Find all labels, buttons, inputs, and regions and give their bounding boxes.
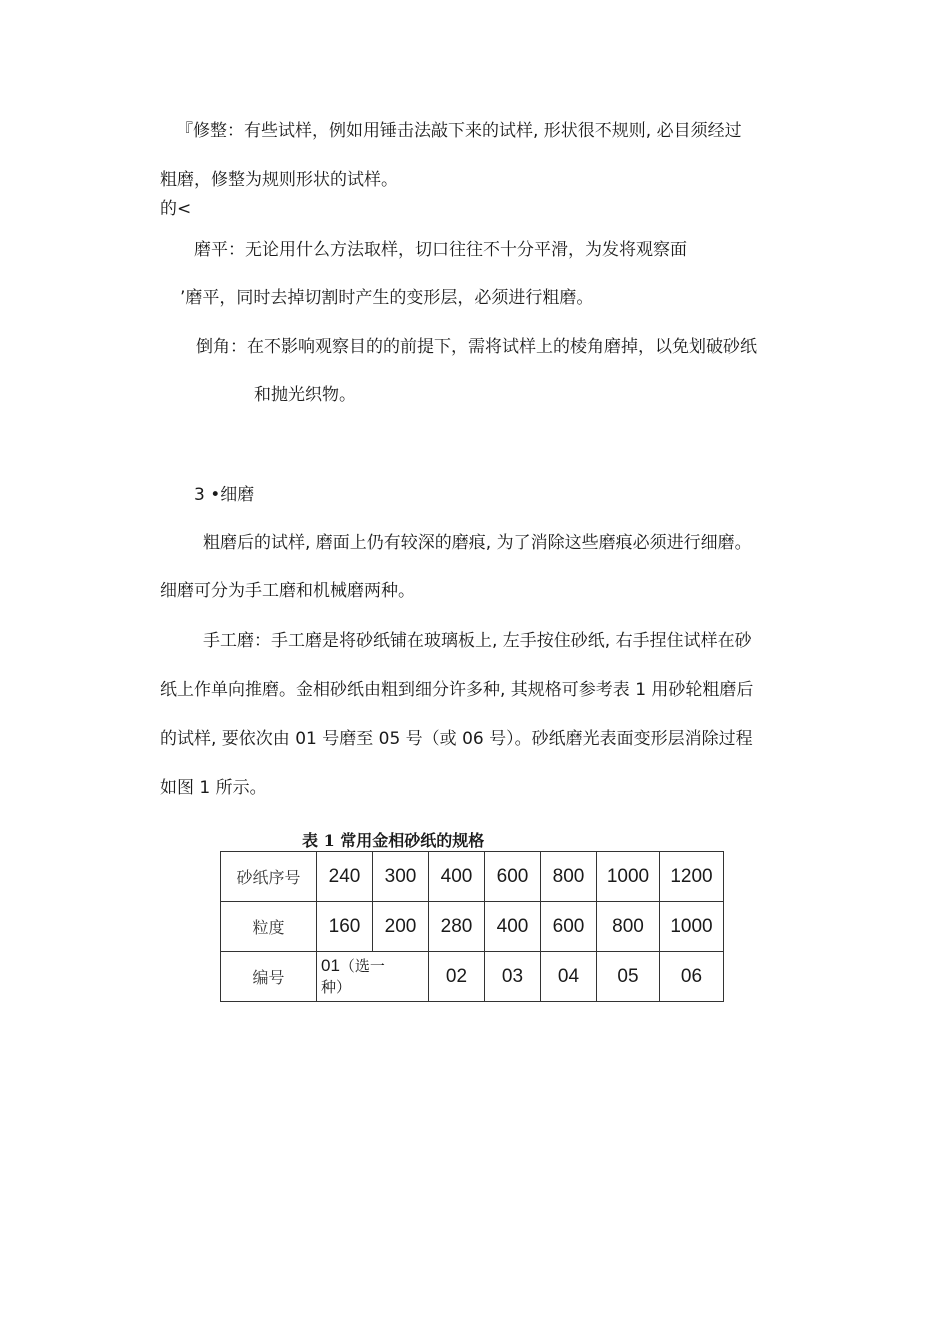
paragraph-fine-grinding-line2: 细磨可分为手工磨和机械磨两种。 (160, 581, 415, 601)
table-cell: 600 (541, 902, 597, 952)
paragraph-fine-grinding-line1: 粗磨后的试样, 磨面上仍有较深的磨痕, 为了消除这些磨痕必须进行细磨。 (203, 533, 752, 553)
table-cell: 160 (317, 902, 373, 952)
table-cell: 600 (485, 852, 541, 902)
table-cell-merged (317, 952, 429, 1002)
paragraph-flattening-line1: 磨平：无论用什么方法取样，切口往往不十分平滑，为发将观察面 (194, 240, 687, 260)
section-heading: 3 •细磨 (194, 485, 255, 505)
table-cell: 800 (597, 902, 660, 952)
row-header-paper-number: 砂纸序号 (221, 852, 317, 902)
paragraph-flattening-line2: ’磨平，同时去掉切割时产生的变形层，必须进行粗磨。 (180, 288, 594, 308)
table-cell: 300 (373, 852, 429, 902)
table-cell: 1000 (660, 902, 724, 952)
table-cell: 03 (485, 952, 541, 1002)
paragraph-trimming-line1: 『修整：有些试样，例如用锤击法敲下来的试样, 形状很不规则, 必目须经过 (176, 121, 742, 141)
sandpaper-spec-table (220, 851, 724, 1002)
table-caption: 表 1 常用金相砂纸的规格 (302, 831, 485, 850)
table-cell: 1000 (597, 852, 660, 902)
stray-text: 的< (160, 199, 192, 219)
merged-note: （选一 (339, 957, 385, 975)
table-cell: 240 (317, 852, 373, 902)
paragraph-hand-grinding-line2: 纸上作单向推磨。金相砂纸由粗到细分许多种, 其规格可参考表 1 用砂轮粗磨后 (160, 680, 754, 700)
table-cell: 06 (660, 952, 724, 1002)
paragraph-trimming-line2: 粗磨，修整为规则形状的试样。 (160, 170, 398, 190)
row-header-code: 编号 (221, 952, 317, 1002)
table-row (221, 952, 724, 1002)
paragraph-hand-grinding-line3: 的试样, 要依次由 01 号磨至 05 号（或 06 号）。砂纸磨光表面变形层消除过程 (160, 729, 753, 749)
table-cell: 800 (541, 852, 597, 902)
merged-number: 01 (321, 955, 340, 975)
paragraph-chamfer-line1: 倒角：在不影响观察目的的前提下，需将试样上的棱角磨掉，以免划破砂纸 (196, 337, 757, 357)
table-cell: 200 (373, 902, 429, 952)
paragraph-hand-grinding-line1: 手工磨：手工磨是将砂纸铺在玻璃板上, 左手按住砂纸, 右手捏住试样在砂 (203, 631, 752, 651)
row-header-grit: 粒度 (221, 902, 317, 952)
table-cell: 04 (541, 952, 597, 1002)
table-cell: 05 (597, 952, 660, 1002)
table-cell: 02 (429, 952, 485, 1002)
table-cell: 400 (485, 902, 541, 952)
table-cell: 280 (429, 902, 485, 952)
table-row (221, 852, 724, 902)
paragraph-hand-grinding-line4: 如图 1 所示。 (160, 778, 267, 798)
table-cell: 400 (429, 852, 485, 902)
paragraph-chamfer-line2: 和抛光织物。 (254, 385, 356, 405)
table-row (221, 902, 724, 952)
merged-note-2: 种） (321, 978, 352, 996)
table-cell: 1200 (660, 852, 724, 902)
